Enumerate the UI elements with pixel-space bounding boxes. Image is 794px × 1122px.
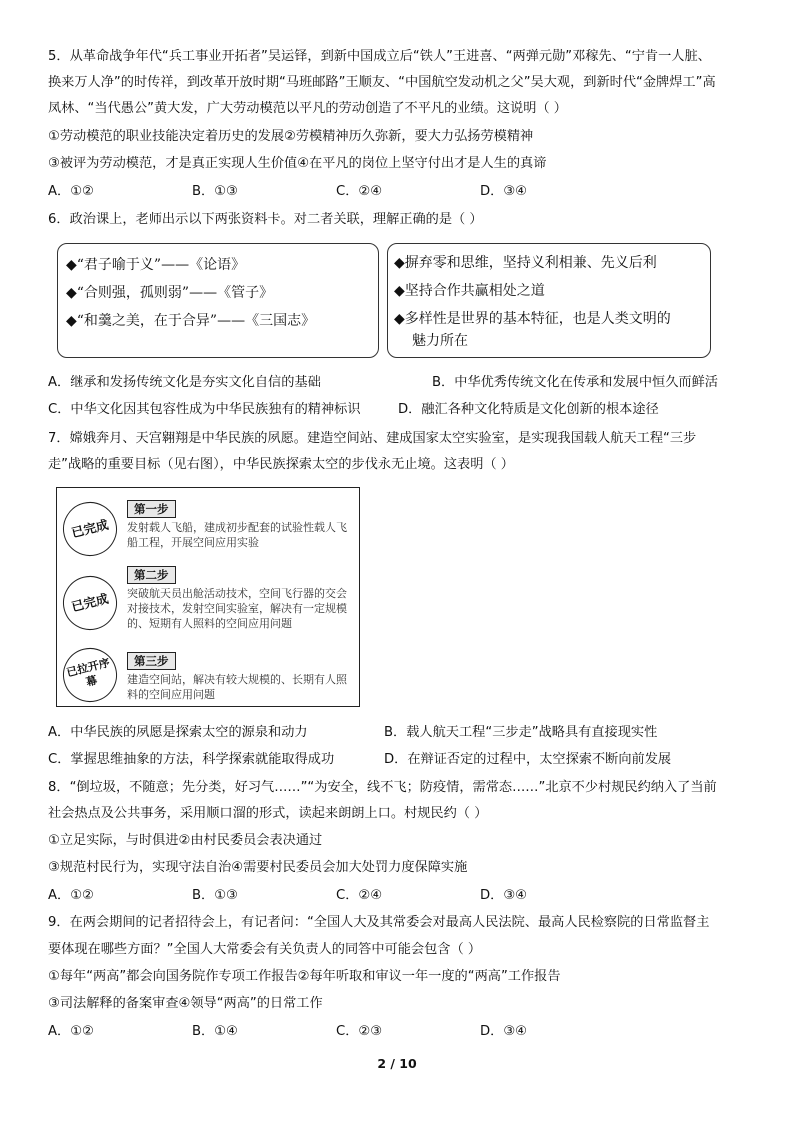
q5-option-c: C．②④ bbox=[336, 184, 383, 199]
q7-line-1: 7．嫦娥奔月、天宫翱翔是中华民族的夙愿。建造空间站、建成国家太空实验室，是实现我国载人航天工程“三步 bbox=[48, 431, 697, 446]
q8-line-2: 社会热点及公共事务，采用顺口溜的形式，读起来朗朗上口。村规民约（ ） bbox=[48, 806, 488, 821]
q6-card-right-item: ◆多样性是世界的基本特征，也是人类文明的 bbox=[394, 311, 671, 327]
q7-option-a: A．中华民族的夙愿是探索太空的源泉和动力 bbox=[48, 725, 308, 740]
q6-card-right bbox=[387, 243, 711, 358]
q6-card-right-item: ◆摒弃零和思维，坚持义利相兼、先义后利 bbox=[394, 255, 657, 271]
q8-option-a: A．①② bbox=[48, 888, 94, 903]
q5-option-d: D．③④ bbox=[480, 184, 527, 199]
q9-option-a: A．①② bbox=[48, 1024, 94, 1039]
q5-line-2: 换来万人净”的时传祥，到改革开放时期“马班邮路”王顺友、“中国航空发动机之父”吴大观，到新时代“金牌焊工”高 bbox=[48, 75, 716, 90]
q9-option-c: C．②③ bbox=[336, 1024, 383, 1039]
q5-option-a: A．①② bbox=[48, 184, 94, 199]
q8-option-c: C．②④ bbox=[336, 888, 383, 903]
q8-statement-2: ③规范村民行为，实现守法自治④需要村民委员会加大处罚力度保障实施 bbox=[48, 860, 468, 875]
q9-line-1: 9．在两会期间的记者招待会上，有记者问：“全国人大及其常委会对最高人民法院、最高人民检察院的日常监督主 bbox=[48, 915, 710, 930]
q7-step3-text: 建造空间站，解决有较大规模的、长期有人照料的空间应用问题 bbox=[127, 673, 347, 701]
q7-option-b: B．载人航天工程“三步走”战略具有直接现实性 bbox=[384, 725, 658, 740]
q8-statement-1: ①立足实际，与时俱进②由村民委员会表决通过 bbox=[48, 833, 323, 848]
q7-step2-text: 突破航天员出舱活动技术，空间飞行器的交会对接技术，发射空间实验室，解决有一定规模的、短期有人照料的空间应用问题 bbox=[127, 587, 347, 630]
q8-option-d: D．③④ bbox=[480, 888, 527, 903]
q6-stem: 6．政治课上，老师出示以下两张资料卡。对二者关联，理解正确的是（ ） bbox=[48, 212, 483, 227]
q5-statement-2: ③被评为劳动模范，才是真正实现人生价值④在平凡的岗位上坚守付出才是人生的真谛 bbox=[48, 156, 547, 171]
q5-option-b: B．①③ bbox=[192, 184, 238, 199]
q9-statement-1: ①每年“两高”都会向国务院作专项工作报告②每年听取和审议一年一度的“两高”工作报告 bbox=[48, 969, 561, 984]
q9-option-b: B．①④ bbox=[192, 1024, 238, 1039]
q7-three-step-figure bbox=[56, 487, 360, 707]
q6-card-left-item: ◆“合则强，孤则弱”——《管子》 bbox=[66, 285, 274, 301]
q6-card-left-item: ◆“和羹之美，在于合异”——《三国志》 bbox=[66, 313, 316, 329]
q7-line-2: 走”战略的重要目标（见右图），中华民族探索太空的步伐永无止境。这表明（ ） bbox=[48, 457, 514, 472]
q5-line-3: 凤林、“当代愚公”黄大发，广大劳动模范以平凡的劳动创造了不平凡的业绩。这说明（ ） bbox=[48, 101, 567, 116]
q6-option-d: D．融汇各种文化特质是文化创新的根本途径 bbox=[398, 402, 659, 417]
page-number: 2 / 10 bbox=[377, 1056, 417, 1071]
q7-option-d: D．在辩证否定的过程中，太空探索不断向前发展 bbox=[384, 752, 672, 767]
q9-line-2: 要体现在哪些方面？”全国人大常委会有关负责人的同答中可能会包含（ ） bbox=[48, 942, 482, 957]
q6-option-b: B．中华优秀传统文化在传承和发展中恒久而鲜活 bbox=[432, 375, 718, 390]
q8-option-b: B．①③ bbox=[192, 888, 238, 903]
q7-step1-tag: 第一步 bbox=[127, 500, 176, 518]
q9-statement-2: ③司法解释的备案审查④领导“两高”的日常工作 bbox=[48, 996, 323, 1011]
q7-step2-stamp: 已完成 bbox=[57, 570, 122, 635]
q6-card-left bbox=[57, 243, 379, 358]
q7-step2-tag: 第二步 bbox=[127, 566, 176, 584]
q9-option-d: D．③④ bbox=[480, 1024, 527, 1039]
q7-option-c: C．掌握思维抽象的方法，科学探索就能取得成功 bbox=[48, 752, 335, 767]
q7-step3-stamp: 已拉开序幕 bbox=[57, 642, 122, 707]
q6-option-a: A．继承和发扬传统文化是夯实文化自信的基础 bbox=[48, 375, 321, 390]
q7-step3-tag: 第三步 bbox=[127, 652, 176, 670]
q6-option-c: C．中华文化因其包容性成为中华民族独有的精神标识 bbox=[48, 402, 361, 417]
q6-card-right-item: 魅力所在 bbox=[412, 333, 468, 349]
q5-line-1: 5．从革命战争年代“兵工事业开拓者”吴运铎，到新中国成立后“铁人”王进喜、“两弹元勋”邓稼先、“宁肯一人脏、 bbox=[48, 49, 711, 64]
q7-step1-stamp: 已完成 bbox=[57, 496, 122, 561]
q6-card-right-item: ◆坚持合作共赢相处之道 bbox=[394, 283, 545, 299]
q8-line-1: 8．“倒垃圾，不随意；先分类，好习气……”“为安全，线不飞；防疫情，需常态……”北京不少村规民约纳入了当前 bbox=[48, 780, 717, 795]
q6-card-left-item: ◆“君子喻于义”——《论语》 bbox=[66, 257, 246, 273]
q5-statement-1: ①劳动模范的职业技能决定着历史的发展②劳模精神历久弥新，要大力弘扬劳模精神 bbox=[48, 129, 534, 144]
q7-step1-text: 发射载人飞船，建成初步配套的试验性载人飞船工程，开展空间应用实验 bbox=[127, 521, 347, 549]
